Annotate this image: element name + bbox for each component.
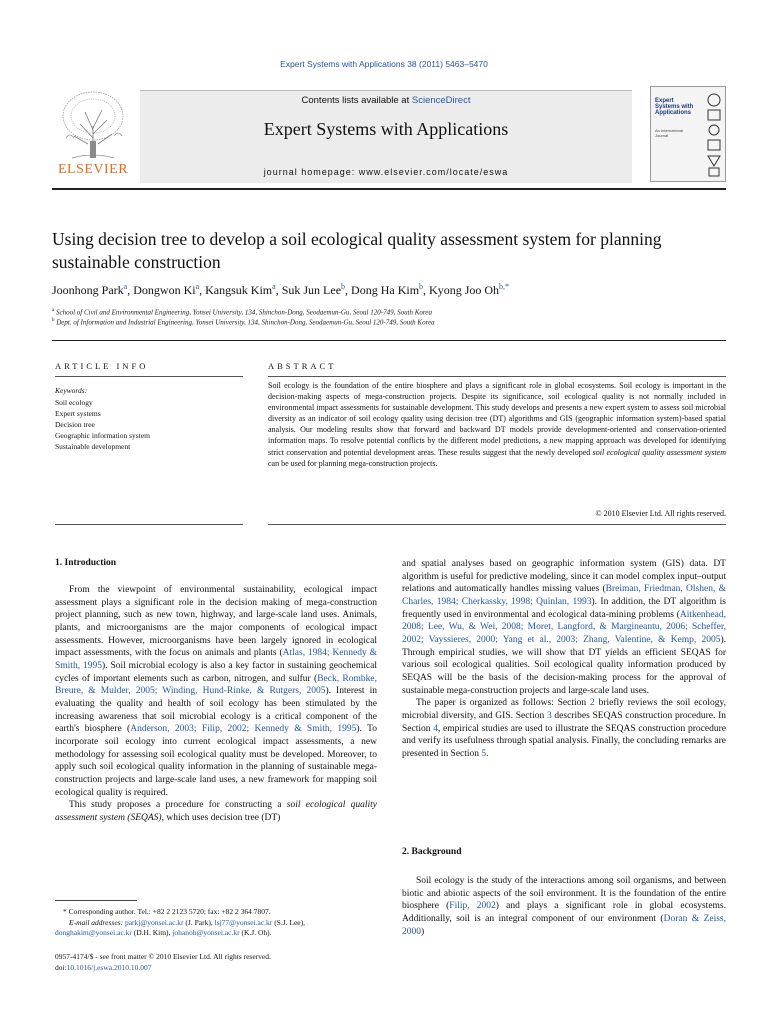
body-column-right: and spatial analyses based on geographic information system (GIS) data. DT algorithm is useful for predictive modeling, since it can model complex input–output relations and automatically handles missing values (Breiman, Friedman, Olshen, & Charles, 1984; Cherkassky, 1998; Quinlan, 1993). In addition, the DT algorithm is frequently used in environmental and ecological data-mining problems (Aitkenhead, 2008; Lee, Wu, & Wei, 2008; Moret, Langford, & Margineantu, 2006; Scheffer, 2002; Vayssieres, 2000; Yang et al., 2003; Zhang, Valentine, & Kemp, 2005). Through empirical studies, we will show that DT yields an efficient SEQAS for various soil ecological qualities. Soil ecological quality information produced by SEQAS will be the basis of the decision-making process for the approval of sustainable mega-construction projects and large-scale land uses. The paper is organized as follows: Section 2 briefly reviews the soil ecology, microbial diversity, and GIS. Section 3 describes SEQAS construction procedure. In Section 4, empirical studies are used to illustrate the SEQAS construction procedure and verify its usefulness through spatial analysis. Finally, the concluding remarks are presented in Section 5. [402, 559, 726, 759]
keywords-label: Keywords: [55, 386, 88, 395]
journal-reference[interactable]: Expert Systems with Applications 38 (2011) 5463–5470 [280, 59, 488, 69]
affiliation-marker: b [52, 318, 55, 323]
intro-heading: 1. Introduction [55, 558, 117, 568]
paper-title: Using decision tree to develop a soil ecological quality assessment system for planning sustainable construction [52, 229, 662, 272]
author: Dongwon Ki [133, 283, 196, 297]
author-affil-ref[interactable]: a [272, 282, 276, 291]
cover-title: Expert Systems with Applications [655, 98, 694, 116]
journal-title: Expert Systems with Applications [263, 119, 509, 139]
abstract-heading: ABSTRACT [268, 361, 337, 371]
doi-link[interactable]: 10.1016/j.eswa.2010.10.007 [66, 962, 152, 972]
body-column-left: From the viewpoint of environmental sustainability, ecological impact assessment plays a significant role in the decision making of mega-construction project planning, such as new town, highway, and large-scale land uses. Animals, plants, and microorganisms are the major components of ecological impact assessments. However, microorganisms have been largely ignored in ecological impact assessments, with the focus on animals and plants (Atlas, 1984; Kennedy & Smith, 1995). Soil microbial ecology is also a key factor in sustaining geochemical cycles of important elements such as carbon, nitrogen, and sulfur (Beck, Rombke, Breure, & Mulder, 2005; Winding, Hund-Rinke, & Rutgers, 2005). Interest in evaluating the quality and health of soil ecology has been stimulated by the increasing awareness that soil microbial ecology is a critical component of the earth's biosphere (Anderson, 2003; Filip, 2002; Kennedy & Smith, 1995). To incorporate soil ecology into current ecological impact assessments, a new methodology for assessing soil ecological quality must be developed. Moreover, to apply such soil ecological quality information in the planning of sustainable mega-construction projects and large-scale land uses, a new framework for mapping soil ecological quality is required. This study proposes a procedure for constructing a soil ecological quality assessment system (SEQAS), which uses decision tree (DT) [55, 585, 377, 823]
email-link[interactable]: lsj77@yonsei.ac.kr [214, 917, 273, 927]
email-link[interactable]: johanoh@yonsei.ac.kr [172, 928, 240, 937]
corresponding-author-footnote [55, 907, 377, 939]
article-metadata [55, 952, 377, 973]
keyword-item: Soil ecology [55, 398, 93, 407]
author-affil-ref[interactable]: b,* [499, 282, 510, 291]
background-heading: 2. Background [402, 847, 462, 857]
author-affil-ref[interactable]: a [195, 282, 200, 291]
article-info-rule [55, 376, 243, 377]
email-owner: (K.J. Oh). [241, 928, 272, 937]
contents-prefix: Contents lists available at [301, 95, 412, 106]
affiliation-text: Dept. of Information and Industrial Engineering, Yonsei University, 134, Shinchon-Dong, Seodaemun-Gu, Seoul 120-749, South Korea [56, 318, 435, 327]
journal-homepage[interactable]: journal homepage: www.elsevier.com/locate/eswa [263, 167, 509, 177]
keyword-item: Sustainable development [55, 442, 131, 451]
email-link[interactable]: parkj@yonsei.ac.kr [124, 917, 184, 927]
abstract-text [268, 380, 726, 469]
background-text: Soil ecology is the study of the interactions among soil organisms, and between biotic and abiotic aspects of the soil environment. It is the foundation of the entire biosphere (Filip, 2002) and plays a significant role in global ecosystems. Additionally, soil is an integral component of our environment (Doran & Zeiss, 2000) [402, 876, 726, 937]
abstract-end: can be used for planning mega-construction projects. [268, 458, 438, 468]
email-label: E-mail addresses: [69, 917, 124, 927]
author-list: Joonhong Park$^a$, Dongwon Ki$^a$, Kangsuk Kim$^a$, Suk Jun Lee$^b$, Dong Ha Kim$^b$, Kyong Joo $Oh^{b,*}$ [52, 282, 510, 297]
abstract-copyright: © 2010 Elsevier Ltd. All rights reserved. [595, 509, 726, 518]
affiliation [52, 318, 732, 326]
section-rule [52, 340, 726, 341]
affiliation [52, 308, 732, 316]
corresponding-line: * Corresponding author. Tel.: +82 2 2123 5720; fax: +82 2 364 7807. [63, 907, 271, 916]
affiliation-marker: a [52, 308, 55, 313]
elsevier-wordmark: ELSEVIER [57, 162, 129, 177]
keyword-list [55, 397, 150, 452]
author-affil-ref[interactable]: a [123, 282, 128, 291]
footnote-rule [55, 900, 137, 901]
keyword-item: Expert systems [55, 409, 101, 418]
cover-subtitle: An International Journal [655, 128, 684, 138]
info-bottom-rule [55, 524, 243, 525]
email-owner: (J. Park), [185, 917, 213, 927]
sciencedirect-link[interactable]: ScienceDirect [411, 95, 471, 106]
article-info-heading: ARTICLE INFO [55, 361, 149, 371]
contents-line [140, 95, 632, 106]
author: Dong Ha Kim [351, 283, 420, 297]
keyword-item: Decision tree [55, 420, 95, 429]
abstract-bottom-rule [268, 524, 726, 525]
doi-prefix: doi: [55, 962, 67, 972]
cover-icon-strip [704, 92, 724, 178]
author: Kyong Joo Oh [429, 283, 500, 297]
email-owner: (D.H. Kim), [133, 928, 171, 937]
doi-line [55, 963, 377, 974]
email-owner: (S.J. Lee), [274, 917, 306, 927]
header-rule [52, 188, 726, 190]
issn-line: 0957-4174/$ - see front matter © 2010 Elsevier Ltd. All rights reserved. [55, 952, 271, 961]
keyword-item: Geographic information system [55, 431, 150, 440]
author-affil-ref[interactable]: b [341, 282, 346, 291]
email-link[interactable]: donghakim@yonsei.ac.kr [55, 928, 132, 937]
abstract-italic: soil ecological quality assessment system [592, 447, 727, 457]
affiliation-text: School of Civil and Environmental Engineering, Yonsei University, 134, Shinchon-Dong, Seodaemun-Gu, Seoul 120-749, South Korea [55, 308, 432, 317]
author: Kangsuk Kim [205, 283, 273, 297]
author: Joonhong Park [52, 283, 124, 297]
author-affil-ref[interactable]: b [419, 282, 424, 291]
abstract-rule [268, 376, 726, 377]
author: Suk Jun Lee [281, 283, 342, 297]
abstract-body: Soil ecology is the foundation of the entire biosphere and plays a significant role in global ecosystems. Soil ecology is important in the decision-making aspects of mega-construction projects. Despite its significance, soil ecological quality is not normally included in environmental impact assessments for sustainable development. This study develops and presents a new expert system to assess soil microbial diversity as an indicator of soil ecology quality using decision tree (DT) algorithms and GIS (geographic information system)-based spatial analysis. Our modeling results show that forward and backward DT models provide development-oriented and conservation-oriented information maps. To resolve potential conflicts by the different model predictions, a new mapping approach was developed for identifying strict conservation and potential development areas. These results suggest that the newly developed [268, 381, 726, 457]
